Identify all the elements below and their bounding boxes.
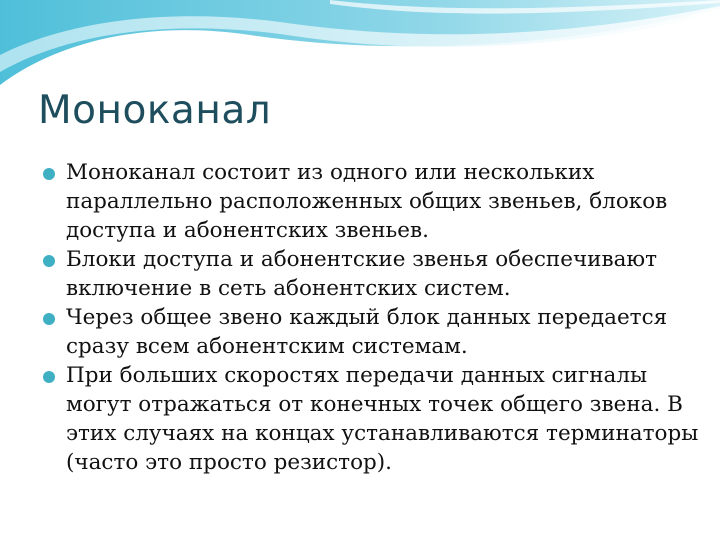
bullet-text: Моноканал состоит из одного или нескольких параллельно расположенных общих звеньев, блоков доступа и абонентских звеньев.: [66, 160, 668, 243]
bullet-text: При больших скоростях передачи данных сигналы могут отражаться от конечных точек общего звена. В этих случаях на концах устанавливаются терминаторы (часто это просто резистор).: [66, 363, 699, 475]
bullet-item: [40, 303, 700, 361]
bullet-item: [40, 245, 700, 303]
bullet-list: [40, 158, 700, 477]
bullet-dot-icon: [43, 255, 55, 267]
bullet-text: Через общее звено каждый блок данных передается сразу всем абонентским системам.: [66, 305, 668, 359]
decorative-wave: [0, 0, 720, 90]
slide-title: Моноканал: [38, 88, 272, 133]
bullet-item: [40, 361, 700, 477]
bullet-item: [40, 158, 700, 245]
bullet-dot-icon: [43, 313, 55, 325]
bullet-dot-icon: [43, 371, 55, 383]
bullet-text: Блоки доступа и абонентские звенья обеспечивают включение в сеть абонентских систем.: [66, 247, 658, 301]
bullet-dot-icon: [43, 168, 55, 180]
